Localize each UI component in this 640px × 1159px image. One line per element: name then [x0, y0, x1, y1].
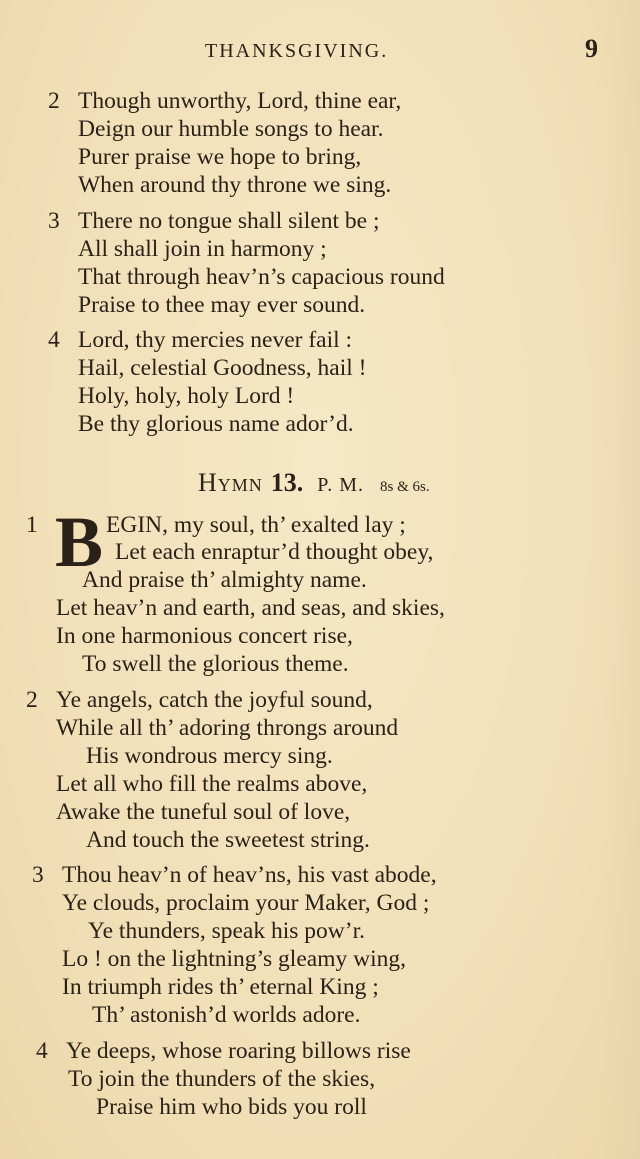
stanza-number: 1 — [26, 512, 38, 538]
verse-line: Ye angels, catch the joyful sound, — [56, 687, 373, 713]
stanza-number: 4 — [48, 327, 60, 353]
verse-line: Praise him who bids you roll — [96, 1094, 367, 1120]
stanza-number: 3 — [48, 208, 60, 234]
verse-line: Ye deeps, whose roaring billows rise — [66, 1038, 411, 1064]
verse-line: And praise th’ almighty name. — [82, 567, 367, 593]
stanza-number: 3 — [32, 862, 44, 888]
verse-line: To swell the glorious theme. — [82, 651, 349, 677]
hymn-heading — [198, 468, 430, 498]
verse-line: Th’ astonish’d worlds adore. — [92, 1002, 361, 1028]
verse-line: Ye thunders, speak his pow’r. — [88, 918, 365, 944]
verse-line: When around thy throne we sing. — [78, 172, 392, 198]
verse-line: There no tongue shall silent be ; — [78, 208, 380, 234]
verse-line: Thou heav’n of heav’ns, his vast abode, — [62, 862, 437, 888]
verse-line: That through heav’n’s capacious round — [78, 264, 445, 290]
verse-line: Purer praise we hope to bring, — [78, 144, 362, 170]
page-number: 9 — [585, 34, 598, 63]
verse-line: To join the thunders of the skies, — [68, 1066, 376, 1092]
verse-line: Hail, celestial Goodness, hail ! — [78, 355, 367, 381]
verse-line: Let all who fill the realms above, — [56, 771, 368, 797]
stanza-number: 2 — [26, 687, 38, 713]
verse-line: While all th’ adoring throngs around — [56, 715, 399, 741]
verse-line: In one harmonious concert rise, — [56, 623, 353, 649]
verse-line: Awake the tuneful soul of love, — [56, 799, 351, 825]
page-edge-shading — [600, 0, 640, 1159]
verse-line: Lord, thy mercies never fail : — [78, 327, 353, 353]
hymn-meter-label: P. M. — [317, 474, 364, 496]
verse-line: And touch the sweetest string. — [86, 827, 370, 853]
verse-line: Holy, holy, holy Lord ! — [78, 383, 295, 409]
verse-line: All shall join in harmony ; — [78, 236, 327, 262]
verse-line: Praise to thee may ever sound. — [78, 292, 366, 318]
verse-line: Let heav’n and earth, and seas, and skies, — [56, 595, 445, 621]
drop-cap: B — [55, 502, 104, 582]
verse-line: Deign our humble songs to hear. — [78, 116, 384, 142]
verse-line: His wondrous mercy sing. — [86, 743, 333, 769]
hymn-number: 13. — [270, 468, 304, 497]
hymn-word: Hymn — [198, 468, 263, 497]
hymn-meter: 8s & 6s. — [379, 479, 430, 495]
running-head: THANKSGIVING. — [205, 40, 389, 62]
stanza-number: 2 — [48, 88, 60, 114]
verse-line: In triumph rides th’ eternal King ; — [62, 974, 379, 1000]
verse-line: Though unworthy, Lord, thine ear, — [78, 88, 402, 114]
verse-line: EGIN, my soul, th’ exalted lay ; — [106, 512, 406, 538]
verse-line: Lo ! on the lightning’s gleamy wing, — [62, 946, 406, 972]
stanza-number: 4 — [36, 1038, 48, 1064]
verse-line: Be thy glorious name ador’d. — [78, 411, 354, 437]
verse-line: Let each enraptur’d thought obey, — [115, 539, 434, 565]
verse-line: Ye clouds, proclaim your Maker, God ; — [62, 890, 430, 916]
